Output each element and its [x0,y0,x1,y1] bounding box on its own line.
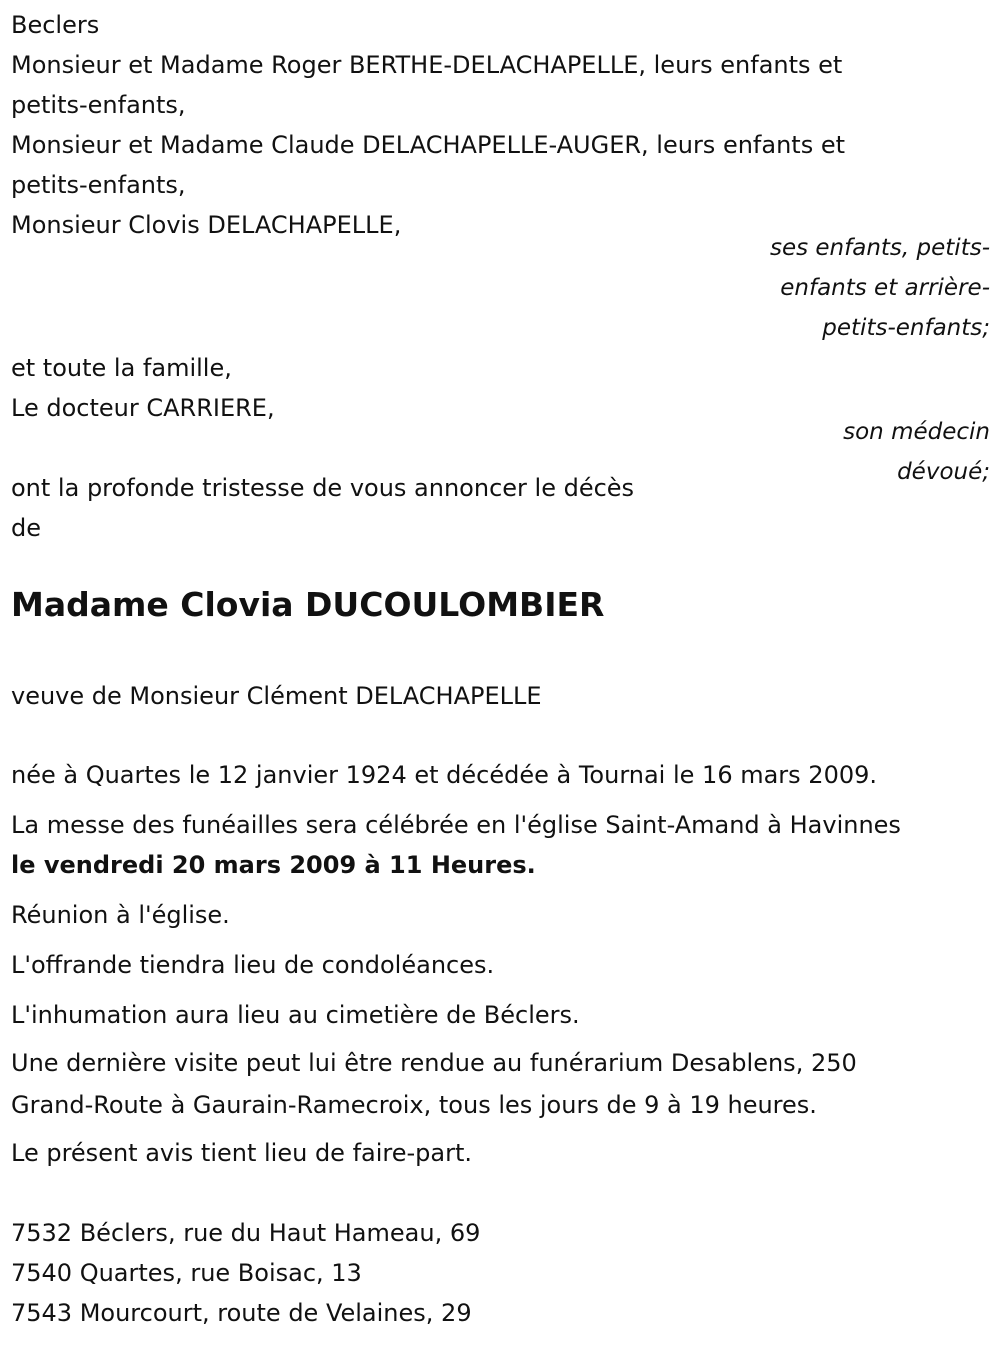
family-line: Monsieur et Madame Claude DELACHAPELLE-AUGER, leurs enfants et [11,131,845,159]
offering-line: L'offrande tiendra lieu de condoléances. [11,951,495,979]
family-line: Monsieur et Madame Roger BERTHE-DELACHAPELLE, leurs enfants et [11,51,843,79]
birth-death: née à Quartes le 12 janvier 1924 et décédée à Tournai le 16 mars 2009. [11,761,878,789]
family-line: petits-enfants, [11,171,186,199]
notice-line: Le présent avis tient lieu de faire-part. [11,1139,473,1167]
deceased-name: Madame Clovia DUCOULOMBIER [11,585,605,624]
address-line: 7543 Mourcourt, route de Velaines, 29 [11,1299,472,1327]
mass-line: La messe des funéailles sera célébrée en l'église Saint-Amand à Havinnes [11,811,901,839]
visit-line: Grand-Route à Gaurain-Ramecroix, tous les jours de 9 à 19 heures. [11,1091,817,1119]
announce-line: de [11,514,41,542]
family-line: Monsieur Clovis DELACHAPELLE, [11,211,402,239]
doctor-role: dévoué; [897,459,990,485]
address-line: 7540 Quartes, rue Boisac, 13 [11,1259,362,1287]
doctor-role: son médecin [843,419,990,445]
address-line: 7532 Béclers, rue du Haut Hameau, 69 [11,1219,481,1247]
family-line: Beclers [11,11,100,39]
announce-line: ont la profonde tristesse de vous annoncer le décès [11,474,635,502]
widow-line: veuve de Monsieur Clément DELACHAPELLE [11,682,542,710]
meeting-line: Réunion à l'église. [11,901,230,929]
family-role: ses enfants, petits- [769,235,990,261]
other-line: et toute la famille, [11,354,232,382]
family-role: petits-enfants; [822,315,990,341]
family-line: petits-enfants, [11,91,186,119]
other-line: Le docteur CARRIERE, [11,394,275,422]
burial-line: L'inhumation aura lieu au cimetière de Béclers. [11,1001,580,1029]
visit-line: Une dernière visite peut lui être rendue au funérarium Desablens, 250 [11,1049,857,1077]
family-role: enfants et arrière- [780,275,990,301]
mass-date: le vendredi 20 mars 2009 à 11 Heures. [11,851,536,879]
